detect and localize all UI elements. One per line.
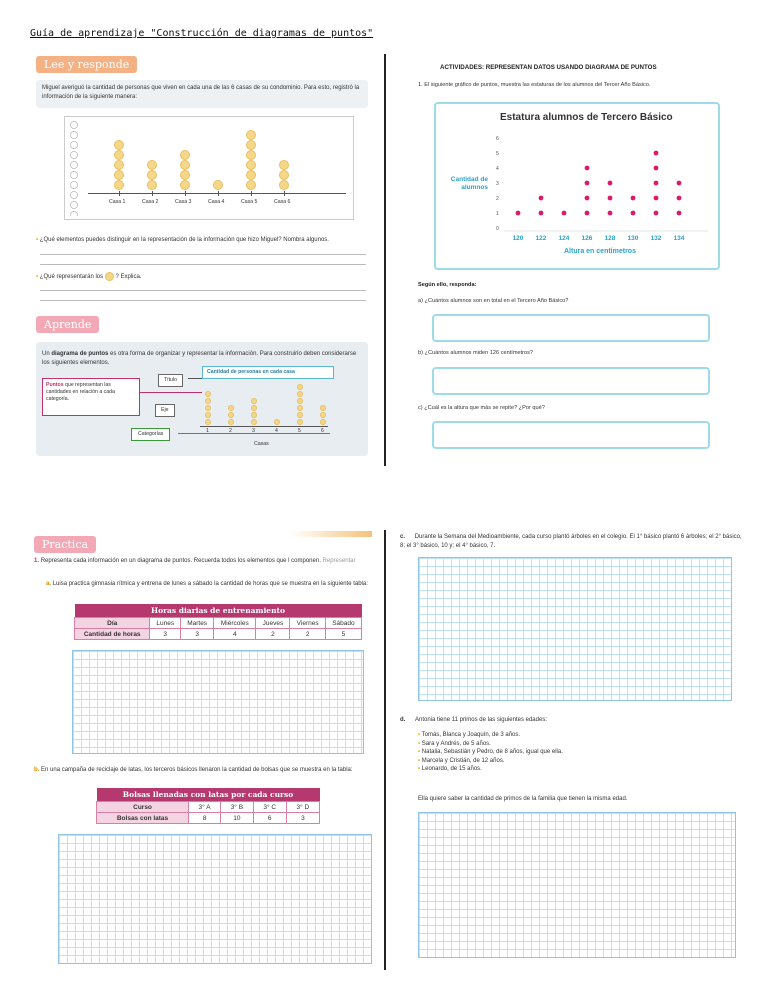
practica-b: [34, 766, 372, 775]
casa-dot: [147, 160, 157, 170]
x-tick-label: 130: [627, 235, 639, 242]
chart-point: [631, 196, 636, 201]
aprende-pre: Un: [42, 351, 50, 357]
grid-c[interactable]: [418, 557, 732, 701]
item-c: [400, 533, 742, 550]
height-chart: [488, 130, 718, 250]
puntos-box: [42, 378, 140, 416]
table-horas: [74, 604, 362, 640]
list-item-text: Leonardo, de 15 años.: [421, 766, 482, 772]
casa-tick-label: Casa 4: [208, 199, 225, 205]
answer-line: [40, 264, 366, 265]
casa-tick-label: Casa 5: [241, 199, 258, 205]
casa-tick: [218, 191, 219, 196]
activities-heading: ACTIVIDADES: REPRESENTAN DATOS USANDO DIAGRAMA DE PUNTOS: [440, 64, 657, 71]
answer-box-c[interactable]: [432, 421, 710, 449]
casa-dot: [213, 180, 223, 190]
table-cell: 3: [286, 813, 319, 824]
mini-dot: [297, 391, 303, 397]
list-item-text: Natalia, Sebastián y Pedro, de 8 años, igual que ella.: [421, 749, 563, 755]
mini-dot: [320, 405, 326, 411]
chart-title: Estatura alumnos de Tercero Básico: [500, 112, 673, 123]
mini-dot: [274, 419, 280, 425]
answer-box-b[interactable]: [432, 367, 710, 395]
casa-tick-label: Casa 1: [109, 199, 126, 205]
chart-point: [654, 181, 659, 186]
table-cell: Bolsas con latas: [97, 813, 189, 824]
table-cell: 8: [189, 813, 221, 824]
casa-dot: [246, 170, 256, 180]
x-tick-label: 120: [512, 235, 524, 242]
table-bolsas: [96, 788, 320, 824]
y-tick-label: 4: [496, 166, 499, 172]
item-d-text: Antonia tiene 11 primos de las siguientes edades:: [415, 717, 547, 723]
chart-xlabel: Altura en centímetros: [564, 248, 636, 255]
mini-tick-label: 1: [206, 428, 209, 434]
lee-responde-label: Lee y responde: [36, 56, 137, 73]
mini-dot: [251, 412, 257, 418]
x-tick-label: 132: [650, 235, 662, 242]
eje-box: Eje: [155, 404, 175, 417]
answer-line: [40, 290, 366, 291]
casa-dot: [279, 180, 289, 190]
y-tick-label: 2: [496, 196, 499, 202]
table-row: [97, 813, 320, 824]
mini-tick-label: 2: [229, 428, 232, 434]
x-tick-label: 128: [604, 235, 616, 242]
mini-dot: [205, 412, 211, 418]
question-2-text-a: ¿Qué representarán los: [39, 274, 104, 281]
y-tick-label: 1: [496, 211, 499, 217]
list-item-text: Marcela y Cristián, de 12 años.: [421, 757, 505, 764]
casa-dot: [114, 160, 124, 170]
casa-dot: [279, 160, 289, 170]
chart-point: [608, 211, 613, 216]
table-cell: Viernes: [290, 618, 325, 629]
table-cell: Miércoles: [214, 618, 256, 629]
table-row: [75, 618, 362, 629]
casa-tick: [251, 191, 252, 196]
chart-point: [654, 151, 659, 156]
table-cell: 2: [290, 629, 325, 640]
chart-point: [654, 196, 659, 201]
question-2-text-b: ? Explica.: [115, 274, 142, 281]
mini-tick-label: 5: [298, 428, 301, 434]
page-title: Guía de aprendizaje "Construcción de diagramas de puntos": [30, 28, 374, 39]
casa-tick-label: Casa 3: [175, 199, 192, 205]
list-item: • Marcela y Cristián, de 12 años.: [418, 757, 505, 764]
casa-tick: [152, 191, 153, 196]
aprende-text: [42, 350, 362, 367]
practica-b-text: En una campaña de reciclaje de latas, los terceros básicos llenaron la cantidad de bolsas que se muestra en la tabla:: [41, 767, 353, 773]
casa-dot: [246, 160, 256, 170]
list-item-text: Tomás, Blanca y Joaquín, de 3 años.: [421, 732, 521, 738]
table-cell: Lunes: [150, 618, 181, 629]
chart-point: [608, 181, 613, 186]
grid-d[interactable]: [418, 812, 736, 958]
table-cell: 6: [253, 813, 286, 824]
mini-dot: [205, 391, 211, 397]
activity-q1: 1. El siguiente gráfico de puntos, muestra las estaturas de los alumnos del Tercer Año Básico.: [418, 82, 651, 88]
mini-dot: [320, 412, 326, 418]
casa-dot: [180, 170, 190, 180]
table-cell: 3: [150, 629, 181, 640]
item-d-list: [418, 731, 738, 774]
puntos-bold: Puntos: [46, 382, 64, 388]
mini-dot: [205, 405, 211, 411]
item-c-text: Durante la Semana del Medioambiente, cada curso plantó árboles en el colegio. El 1° básico plantó 6 árboles; el 2° básico, 8; el 3° básico, 10 y; el 4° básico, 7.: [400, 534, 742, 549]
table-cell: Cantidad de horas: [75, 629, 150, 640]
chart-point: [677, 181, 682, 186]
table-cell: 10: [221, 813, 254, 824]
chart-point: [585, 166, 590, 171]
mini-dot: [297, 405, 303, 411]
item-c-label: c.: [400, 534, 406, 540]
chart-point: [539, 211, 544, 216]
casa-tick: [119, 191, 120, 196]
y-tick-label: 5: [496, 151, 499, 157]
categorias-box: Categorías: [131, 428, 170, 441]
practica-item1: [34, 557, 372, 566]
x-tick-label: 124: [558, 235, 570, 242]
chart-point: [585, 196, 590, 201]
answer-line: [40, 300, 366, 301]
mini-dot: [228, 419, 234, 425]
mini-dot: [228, 412, 234, 418]
casa-dot: [147, 180, 157, 190]
mini-dot: [297, 412, 303, 418]
mini-title-box: Cantidad de personas en cada casa: [202, 366, 334, 379]
practica-a-label: a.: [46, 581, 52, 587]
casas-axis: [88, 193, 346, 194]
list-item: • Leonardo, de 15 años.: [418, 766, 482, 772]
item-d-label: d.: [400, 717, 406, 723]
casa-dot: [246, 130, 256, 140]
table-cell: 3: [181, 629, 214, 640]
divider-top: [384, 54, 386, 466]
table-cell: Día: [75, 618, 150, 629]
intro-text: Miguel averiguó la cantidad de personas que viven en cada una de las 6 casas de su condominio. Para esto, registró la información de la siguiente manera:: [42, 85, 360, 100]
titulo-arrow: [188, 378, 202, 379]
table-bolsas-caption: Bolsas llenadas con latas por cada curso: [97, 788, 320, 802]
x-tick-label: 122: [535, 235, 547, 242]
mini-dot: [228, 405, 234, 411]
x-tick-label: 134: [673, 235, 685, 242]
casa-dot: [279, 170, 289, 180]
chart-point: [654, 211, 659, 216]
item-d-end: Ella quiere saber la cantidad de primos de la familia que tienen la misma edad.: [418, 796, 628, 802]
table-cell: 2: [256, 629, 290, 640]
segun-label: Según ello, responda:: [418, 282, 477, 288]
chart-ylabel: Cantidad de alumnos: [450, 176, 488, 191]
mini-dot: [251, 419, 257, 425]
casa-tick-label: Casa 6: [274, 199, 291, 205]
table-cell: 4: [214, 629, 256, 640]
aprende-label: Aprende: [36, 316, 99, 333]
mini-dot: [205, 398, 211, 404]
table-cell: 5: [325, 629, 361, 640]
casa-dot: [114, 140, 124, 150]
mini-dot: [297, 419, 303, 425]
casa-dot: [246, 140, 256, 150]
question-1: • ¿Qué elementos puedes distinguir en la representación de la información que hizo Miguel? Nombra algunos.: [36, 237, 329, 243]
answer-box-a[interactable]: [432, 314, 710, 342]
activity-qa: a) ¿Cuántos alumnos son en total en el Tercero Año Básico?: [418, 298, 569, 304]
casa-dot: [114, 170, 124, 180]
mini-axis-label: Casas: [254, 441, 269, 447]
table-cell: 3° A: [189, 802, 221, 813]
table-row: [97, 802, 320, 813]
titulo-box: Título: [158, 374, 183, 387]
puntos-text: que representan las cantidades en relación a cada categoría.: [46, 382, 115, 402]
casa-tick-label: Casa 2: [142, 199, 159, 205]
y-tick-label: 3: [496, 181, 499, 187]
aprende-bold: diagrama de puntos: [51, 351, 109, 357]
mini-tick-label: 4: [275, 428, 278, 434]
table-cell: Jueves: [256, 618, 290, 629]
activity-qb: b) ¿Cuántos alumnos miden 126 centímetros?: [418, 350, 534, 356]
table-cell: Sábado: [325, 618, 361, 629]
table-horas-caption: Horas diarias de entrenamiento: [75, 604, 362, 618]
chart-point: [562, 211, 567, 216]
table-cell: Curso: [97, 802, 189, 813]
chart-point: [539, 196, 544, 201]
answer-line: [40, 254, 366, 255]
casa-dot: [114, 180, 124, 190]
table-cell: 3° C: [253, 802, 286, 813]
x-tick-label: 126: [581, 235, 593, 242]
y-tick-label: 0: [496, 226, 499, 232]
practica-a-text: Luisa practica gimnasia rítmica y entrena de lunes a sábado la cantidad de horas que se muestra en la siguiente tabla:: [52, 581, 368, 587]
mini-tick-label: 6: [321, 428, 324, 434]
dot-icon: [105, 272, 114, 281]
chart-point: [654, 166, 659, 171]
puntos-arrow: [140, 392, 202, 393]
grid-b[interactable]: [58, 834, 372, 964]
chart-point: [608, 196, 613, 201]
y-tick-label: 6: [496, 136, 499, 142]
practica-a: [46, 580, 372, 589]
practica-b-label: b.: [34, 767, 40, 773]
casa-tick: [284, 191, 285, 196]
casa-dot: [246, 180, 256, 190]
table-row: [75, 629, 362, 640]
practica-label: Practica: [34, 536, 96, 553]
mini-tick-label: 3: [252, 428, 255, 434]
chart-point: [677, 196, 682, 201]
table-cell: Martes: [181, 618, 214, 629]
casa-dot: [114, 150, 124, 160]
mini-dot: [297, 384, 303, 390]
chart-point: [585, 211, 590, 216]
aprende-post: es otra forma de organizar y representar la información. Para construirlo deben considerarse los siguientes elementos.: [42, 351, 357, 366]
mini-dot: [297, 398, 303, 404]
practica-item1-text: Representa cada información en un diagrama de puntos. Recuerda todos los elementos que l componen.: [40, 558, 321, 564]
casas-chart-stack-icon: [68, 120, 80, 216]
casa-dot: [147, 170, 157, 180]
table-cell: 3° B: [221, 802, 254, 813]
item-d: [400, 716, 742, 725]
chart-point: [631, 211, 636, 216]
grid-a[interactable]: [72, 650, 364, 754]
list-item: • Tomás, Blanca y Joaquín, de 3 años.: [418, 732, 521, 738]
question-2: • ¿Qué representarán los ? Explica.: [36, 272, 376, 282]
casa-tick: [185, 191, 186, 196]
chart-point: [585, 181, 590, 186]
activity-qc: c) ¿Cuál es la altura que más se repite? ¿Por qué?: [418, 405, 545, 411]
practica-item1-num: 1.: [34, 558, 40, 564]
list-item: • Sara y Andrés, de 5 años.: [418, 740, 491, 747]
list-item-text: Sara y Andrés, de 5 años.: [421, 740, 491, 747]
casa-dot: [246, 150, 256, 160]
casa-dot: [180, 150, 190, 160]
chart-point: [516, 211, 521, 216]
mini-dot: [320, 419, 326, 425]
practica-bar: [290, 531, 372, 537]
list-item: • Natalia, Sebastián y Pedro, de 8 años, igual que ella.: [418, 749, 563, 755]
casa-dot: [180, 160, 190, 170]
practica-item1-tag: Representar: [322, 558, 356, 564]
chart-point: [677, 211, 682, 216]
mini-dot: [251, 398, 257, 404]
table-cell: 3° D: [286, 802, 319, 813]
mini-dot: [205, 419, 211, 425]
question-1-text: ¿Qué elementos puedes distinguir en la representación de la información que hizo Miguel? Nombra algunos.: [39, 237, 329, 243]
mini-axis: [200, 426, 328, 427]
casa-dot: [180, 180, 190, 190]
mini-dot: [251, 405, 257, 411]
divider-bottom: [384, 530, 386, 970]
